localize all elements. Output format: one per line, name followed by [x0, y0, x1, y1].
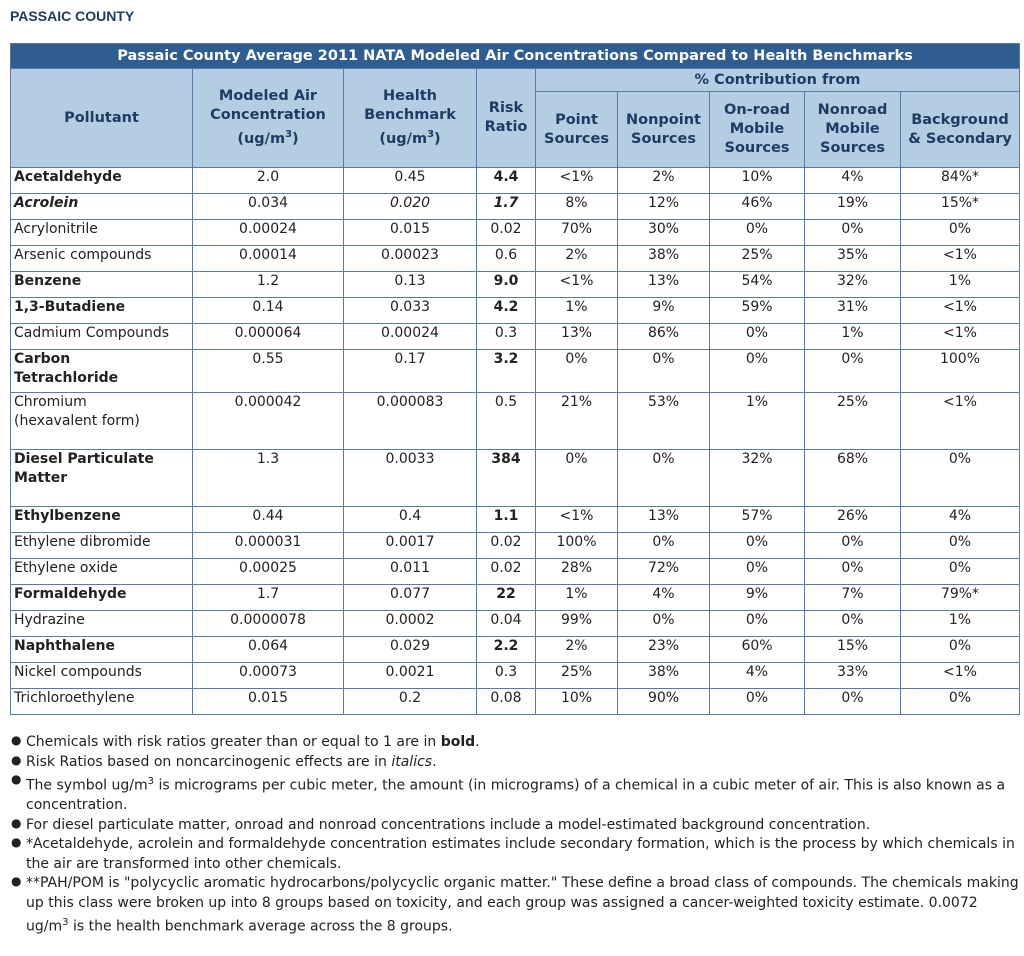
table-row — [11, 324, 1020, 350]
benchmark-cell: 0.00023 — [344, 246, 477, 272]
footnote-secondary-formation: ● *Acetaldehyde, acrolein and formaldehyde concentration estimates include secondary formation, which is the process by which chemicals in the air are transformed into other chemicals. — [11, 835, 1015, 872]
onroad-cell: 0% — [710, 350, 805, 393]
onroad-cell: 32% — [710, 450, 805, 507]
risk-ratio-cell: 4.2 — [477, 298, 536, 324]
onroad-cell: 57% — [710, 507, 805, 533]
table-row — [11, 272, 1020, 298]
onroad-cell: 1% — [710, 393, 805, 450]
pollutant-name: Ethylene oxide — [11, 559, 193, 585]
point-cell: <1% — [536, 507, 618, 533]
risk-ratio-cell: 0.02 — [477, 220, 536, 246]
header-onroad-mobile: On-road Mobile Sources — [710, 92, 805, 168]
point-cell: 70% — [536, 220, 618, 246]
table-row — [11, 350, 1020, 393]
concentration-cell: 0.015 — [193, 689, 344, 715]
point-cell: 1% — [536, 585, 618, 611]
pollutant-name: Carbon Tetrachloride — [11, 350, 193, 393]
footnote-units: ● The symbol $ug/m^3$ is micrograms per cubic meter, the amount (in micrograms) of a chemical in a cubic meter of air. This is also known as a concentration. — [11, 772, 1006, 814]
bullet-icon: ● — [11, 752, 22, 767]
nonpoint-cell: 0% — [618, 350, 710, 393]
onroad-cell: 54% — [710, 272, 805, 298]
nonpoint-cell: 86% — [618, 324, 710, 350]
background-cell: 1% — [901, 272, 1020, 298]
background-cell: 100% — [901, 350, 1020, 393]
point-cell: 2% — [536, 637, 618, 663]
nonpoint-cell: 53% — [618, 393, 710, 450]
nonpoint-cell: 23% — [618, 637, 710, 663]
pollutant-name: Diesel Particulate Matter — [11, 450, 193, 507]
nata-table — [10, 43, 1020, 715]
pollutant-name: Trichloroethylene — [11, 689, 193, 715]
background-cell: <1% — [901, 246, 1020, 272]
risk-ratio-cell: 3.2 — [477, 350, 536, 393]
background-cell: 15%* — [901, 194, 1020, 220]
footnote-bold: ● Chemicals with risk ratios greater than or equal to 1 are in bold. — [11, 733, 480, 750]
benchmark-cell: 0.0021 — [344, 663, 477, 689]
onroad-cell: 46% — [710, 194, 805, 220]
background-cell: 0% — [901, 689, 1020, 715]
table-row — [11, 393, 1020, 450]
nonroad-cell: 19% — [805, 194, 901, 220]
pollutant-name: 1,3-Butadiene — [11, 298, 193, 324]
pollutant-name: Naphthalene — [11, 637, 193, 663]
onroad-cell: 0% — [710, 533, 805, 559]
risk-ratio-cell: 22 — [477, 585, 536, 611]
background-cell: 4% — [901, 507, 1020, 533]
concentration-cell: 0.55 — [193, 350, 344, 393]
nonpoint-cell: 12% — [618, 194, 710, 220]
concentration-cell: 0.000031 — [193, 533, 344, 559]
benchmark-cell: 0.17 — [344, 350, 477, 393]
benchmark-cell: 0.020 — [344, 194, 477, 220]
onroad-cell: 0% — [710, 689, 805, 715]
county-title: PASSAIC COUNTY — [10, 8, 135, 24]
onroad-cell: 0% — [710, 220, 805, 246]
background-cell: 0% — [901, 637, 1020, 663]
table-row — [11, 533, 1020, 559]
pollutant-name: Ethylbenzene — [11, 507, 193, 533]
risk-ratio-cell: 2.2 — [477, 637, 536, 663]
nonpoint-cell: 90% — [618, 689, 710, 715]
background-cell: <1% — [901, 298, 1020, 324]
point-cell: 99% — [536, 611, 618, 637]
nonpoint-cell: 13% — [618, 272, 710, 298]
bullet-icon: ● — [11, 772, 22, 786]
background-cell: <1% — [901, 663, 1020, 689]
pollutant-name: Acetaldehyde — [11, 168, 193, 194]
point-cell: 1% — [536, 298, 618, 324]
concentration-cell: 0.00025 — [193, 559, 344, 585]
nonroad-cell: 7% — [805, 585, 901, 611]
table-row — [11, 507, 1020, 533]
table-row — [11, 663, 1020, 689]
point-cell: 25% — [536, 663, 618, 689]
nonroad-cell: 33% — [805, 663, 901, 689]
header-background-secondary: Background & Secondary — [901, 92, 1020, 168]
background-cell: 0% — [901, 559, 1020, 585]
nonroad-cell: 25% — [805, 393, 901, 450]
background-cell: 0% — [901, 220, 1020, 246]
onroad-cell: 10% — [710, 168, 805, 194]
concentration-cell: 0.064 — [193, 637, 344, 663]
background-cell: 84%* — [901, 168, 1020, 194]
onroad-cell: 4% — [710, 663, 805, 689]
footnote-italics: ● Risk Ratios based on noncarcinogenic effects are in italics. — [11, 752, 437, 770]
point-cell: <1% — [536, 168, 618, 194]
nonroad-cell: 15% — [805, 637, 901, 663]
header-risk-ratio: Risk Ratio — [477, 69, 536, 168]
concentration-cell: 0.00014 — [193, 246, 344, 272]
benchmark-cell: 0.2 — [344, 689, 477, 715]
footnotes — [10, 733, 1020, 937]
nonpoint-cell: 13% — [618, 507, 710, 533]
table-row — [11, 450, 1020, 507]
concentration-cell: 0.44 — [193, 507, 344, 533]
pollutant-name: Cadmium Compounds — [11, 324, 193, 350]
concentration-cell: 0.034 — [193, 194, 344, 220]
concentration-cell: 1.2 — [193, 272, 344, 298]
concentration-cell: 0.0000078 — [193, 611, 344, 637]
onroad-cell: 59% — [710, 298, 805, 324]
bullet-icon: ● — [11, 874, 22, 889]
risk-ratio-cell: 384 — [477, 450, 536, 507]
nonpoint-cell: 4% — [618, 585, 710, 611]
nonroad-cell: 0% — [805, 611, 901, 637]
background-cell: <1% — [901, 324, 1020, 350]
benchmark-cell: 0.029 — [344, 637, 477, 663]
pollutant-name: Benzene — [11, 272, 193, 298]
concentration-cell: 0.00073 — [193, 663, 344, 689]
bullet-icon: ● — [11, 835, 22, 850]
benchmark-cell: 0.4 — [344, 507, 477, 533]
point-cell: 8% — [536, 194, 618, 220]
concentration-cell: 0.000042 — [193, 393, 344, 450]
nonpoint-cell: 0% — [618, 533, 710, 559]
table-row — [11, 585, 1020, 611]
risk-ratio-cell: 0.3 — [477, 663, 536, 689]
nonroad-cell: 26% — [805, 507, 901, 533]
concentration-cell: 2.0 — [193, 168, 344, 194]
onroad-cell: 9% — [710, 585, 805, 611]
nonroad-cell: 31% — [805, 298, 901, 324]
background-cell: 0% — [901, 450, 1020, 507]
risk-ratio-cell: 0.5 — [477, 393, 536, 450]
table-title: Passaic County Average 2011 NATA Modeled Air Concentrations Compared to Health Benchmarks — [11, 44, 1020, 69]
nonpoint-cell: 38% — [618, 663, 710, 689]
benchmark-cell: 0.000083 — [344, 393, 477, 450]
header-modeled-concentration: Modeled Air Concentration $(ug/m^3)$ — [193, 69, 344, 168]
nonroad-cell: 0% — [805, 533, 901, 559]
table-row — [11, 689, 1020, 715]
point-cell: 28% — [536, 559, 618, 585]
header-nonroad-mobile: Nonroad Mobile Sources — [805, 92, 901, 168]
nonpoint-cell: 0% — [618, 611, 710, 637]
benchmark-cell: 0.0017 — [344, 533, 477, 559]
table-row — [11, 194, 1020, 220]
benchmark-cell: 0.13 — [344, 272, 477, 298]
footnote-diesel: ● For diesel particulate matter, onroad and nonroad concentrations include a model-estimated background concentration. — [11, 815, 871, 833]
pollutant-name: Arsenic compounds — [11, 246, 193, 272]
risk-ratio-cell: 0.08 — [477, 689, 536, 715]
pollutant-name: Hydrazine — [11, 611, 193, 637]
nonroad-cell: 4% — [805, 168, 901, 194]
header-nonpoint-sources: Nonpoint Sources — [618, 92, 710, 168]
bullet-icon: ● — [11, 815, 22, 830]
onroad-cell: 0% — [710, 611, 805, 637]
pollutant-name: Chromium (hexavalent form) — [11, 393, 193, 450]
pollutant-name: Acrolein — [11, 194, 193, 220]
risk-ratio-cell: 0.04 — [477, 611, 536, 637]
concentration-cell: 1.7 — [193, 585, 344, 611]
nonpoint-cell: 38% — [618, 246, 710, 272]
point-cell: 21% — [536, 393, 618, 450]
point-cell: 2% — [536, 246, 618, 272]
benchmark-cell: 0.45 — [344, 168, 477, 194]
table-row — [11, 637, 1020, 663]
footnote-pah-pom: ● **PAH/POM is "polycyclic aromatic hydrocarbons/polycyclic organic matter." These define a broad class of compounds. The chemicals making up this class were broken up into 8 groups based on toxicity, and each group was assigned a cancer-weighted toxicity estimate. 0.0072 $ug/m^3$ is the health benchmark average across the 8 groups. — [11, 874, 1019, 935]
table-row — [11, 611, 1020, 637]
onroad-cell: 25% — [710, 246, 805, 272]
background-cell: 79%* — [901, 585, 1020, 611]
nonroad-cell: 0% — [805, 689, 901, 715]
table-row — [11, 298, 1020, 324]
background-cell: 0% — [901, 533, 1020, 559]
risk-ratio-cell: 4.4 — [477, 168, 536, 194]
nonroad-cell: 35% — [805, 246, 901, 272]
header-contribution: % Contribution from — [536, 69, 1020, 92]
benchmark-cell: 0.0002 — [344, 611, 477, 637]
concentration-cell: 0.00024 — [193, 220, 344, 246]
point-cell: <1% — [536, 272, 618, 298]
table-row — [11, 559, 1020, 585]
header-point-sources: Point Sources — [536, 92, 618, 168]
point-cell: 10% — [536, 689, 618, 715]
benchmark-cell: 0.077 — [344, 585, 477, 611]
nonpoint-cell: 2% — [618, 168, 710, 194]
risk-ratio-cell: 0.6 — [477, 246, 536, 272]
point-cell: 0% — [536, 350, 618, 393]
risk-ratio-cell: 0.3 — [477, 324, 536, 350]
benchmark-cell: 0.015 — [344, 220, 477, 246]
pollutant-name: Ethylene dibromide — [11, 533, 193, 559]
nonroad-cell: 0% — [805, 559, 901, 585]
benchmark-cell: 0.0033 — [344, 450, 477, 507]
nonpoint-cell: 0% — [618, 450, 710, 507]
nonpoint-cell: 9% — [618, 298, 710, 324]
table-row — [11, 246, 1020, 272]
benchmark-cell: 0.033 — [344, 298, 477, 324]
table-row — [11, 168, 1020, 194]
risk-ratio-cell: 0.02 — [477, 533, 536, 559]
nonroad-cell: 1% — [805, 324, 901, 350]
nonpoint-cell: 72% — [618, 559, 710, 585]
onroad-cell: 60% — [710, 637, 805, 663]
risk-ratio-cell: 1.1 — [477, 507, 536, 533]
point-cell: 13% — [536, 324, 618, 350]
pollutant-name: Acrylonitrile — [11, 220, 193, 246]
nonroad-cell: 0% — [805, 220, 901, 246]
background-cell: <1% — [901, 393, 1020, 450]
nonroad-cell: 32% — [805, 272, 901, 298]
point-cell: 100% — [536, 533, 618, 559]
concentration-cell: 0.14 — [193, 298, 344, 324]
bullet-icon: ● — [11, 733, 22, 747]
concentration-cell: 1.3 — [193, 450, 344, 507]
benchmark-cell: 0.00024 — [344, 324, 477, 350]
nonroad-cell: 68% — [805, 450, 901, 507]
nonpoint-cell: 30% — [618, 220, 710, 246]
risk-ratio-cell: 9.0 — [477, 272, 536, 298]
concentration-cell: 0.000064 — [193, 324, 344, 350]
point-cell: 0% — [536, 450, 618, 507]
pollutant-name: Nickel compounds — [11, 663, 193, 689]
table-row — [11, 220, 1020, 246]
risk-ratio-cell: 0.02 — [477, 559, 536, 585]
onroad-cell: 0% — [710, 559, 805, 585]
benchmark-cell: 0.011 — [344, 559, 477, 585]
pollutant-name: Formaldehyde — [11, 585, 193, 611]
nonroad-cell: 0% — [805, 350, 901, 393]
onroad-cell: 0% — [710, 324, 805, 350]
risk-ratio-cell: 1.7 — [477, 194, 536, 220]
background-cell: 1% — [901, 611, 1020, 637]
header-pollutant: Pollutant — [11, 69, 193, 168]
header-health-benchmark: Health Benchmark $(ug/m^3)$ — [344, 69, 477, 168]
